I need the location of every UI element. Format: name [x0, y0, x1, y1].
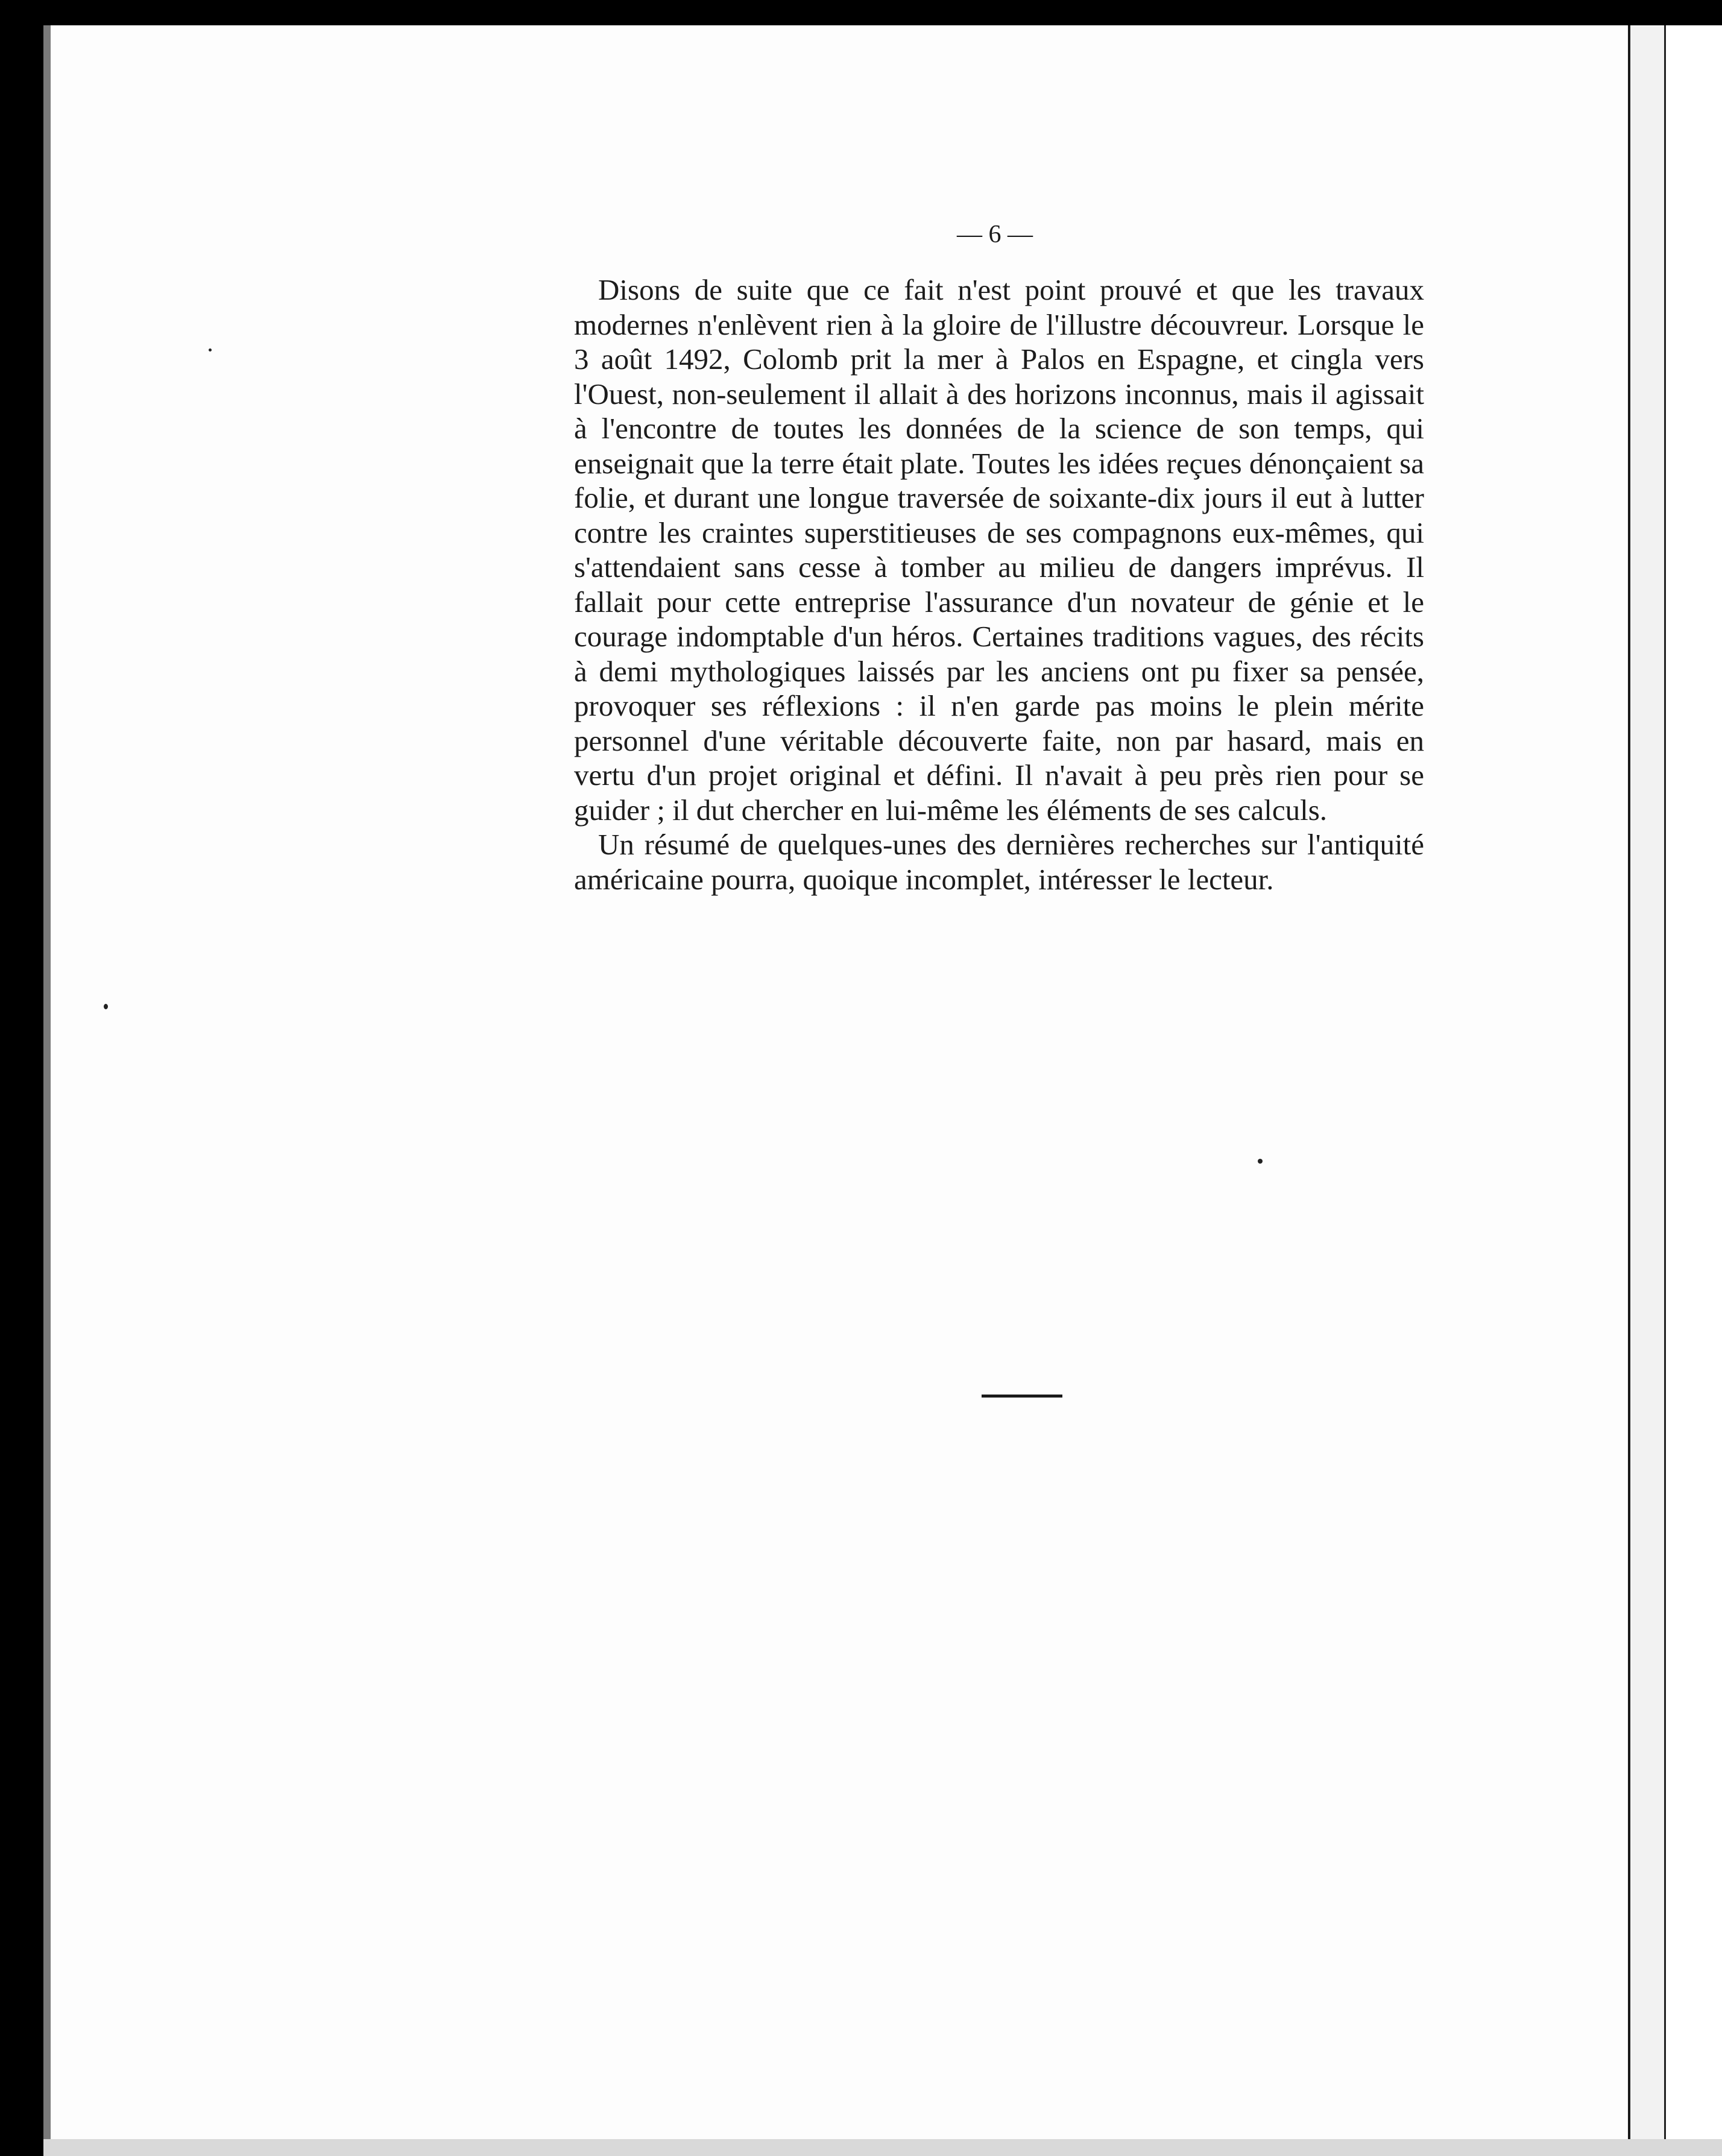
ink-speck	[104, 1004, 108, 1009]
page-number: — 6 —	[957, 221, 1033, 248]
scan-border-top	[0, 0, 1722, 25]
page-shadow-left	[43, 25, 51, 2156]
paragraph: Un résumé de quelques-unes des dernières recherches sur l'antiquité américaine pourra, quoique incomplet, intéresser le lecteur.	[574, 828, 1424, 896]
ink-speck	[1258, 1159, 1263, 1164]
ink-speck	[209, 348, 212, 351]
body-text	[574, 273, 1424, 897]
adjacent-page-margin	[1664, 25, 1722, 2139]
end-rule	[982, 1395, 1062, 1398]
scan-border-left	[0, 0, 43, 2156]
scan-border-bottom	[43, 2139, 1722, 2156]
paragraph: Disons de suite que ce fait n'est point prouvé et que les travaux modernes n'enlèvent rien à la gloire de l'illustre découvreur. Lorsque le 3 août 1492, Colomb prit la mer à Palos en Espagne, et cingla vers l'Ouest, non-seulement il allait à des horizons inconnus, mais il agissait à l'encontre de toutes les données de la science de son temps, qui enseignait que la terre était plate. Toutes les idées reçues dénonçaient sa folie, et durant une longue traversée de soixante-dix jours il eut à lutter contre les craintes superstitieuses de ses compagnons eux-mêmes, qui s'attendaient sans cesse à tomber au milieu de dangers imprévus. Il fallait pour cette entreprise l'assurance d'un novateur de génie et le courage indomptable d'un héros. Certaines traditions vagues, des récits à demi mythologiques laissés par les anciens ont pu fixer sa pensée, provoquer ses réflexions : il n'en garde pas moins le plein mérite personnel d'une véritable découverte faite, non par hasard, mais en vertu d'un projet original et défini. Il n'avait à peu près rien pour se guider ; il dut chercher en lui-même les éléments de ses calculs.	[574, 273, 1424, 827]
